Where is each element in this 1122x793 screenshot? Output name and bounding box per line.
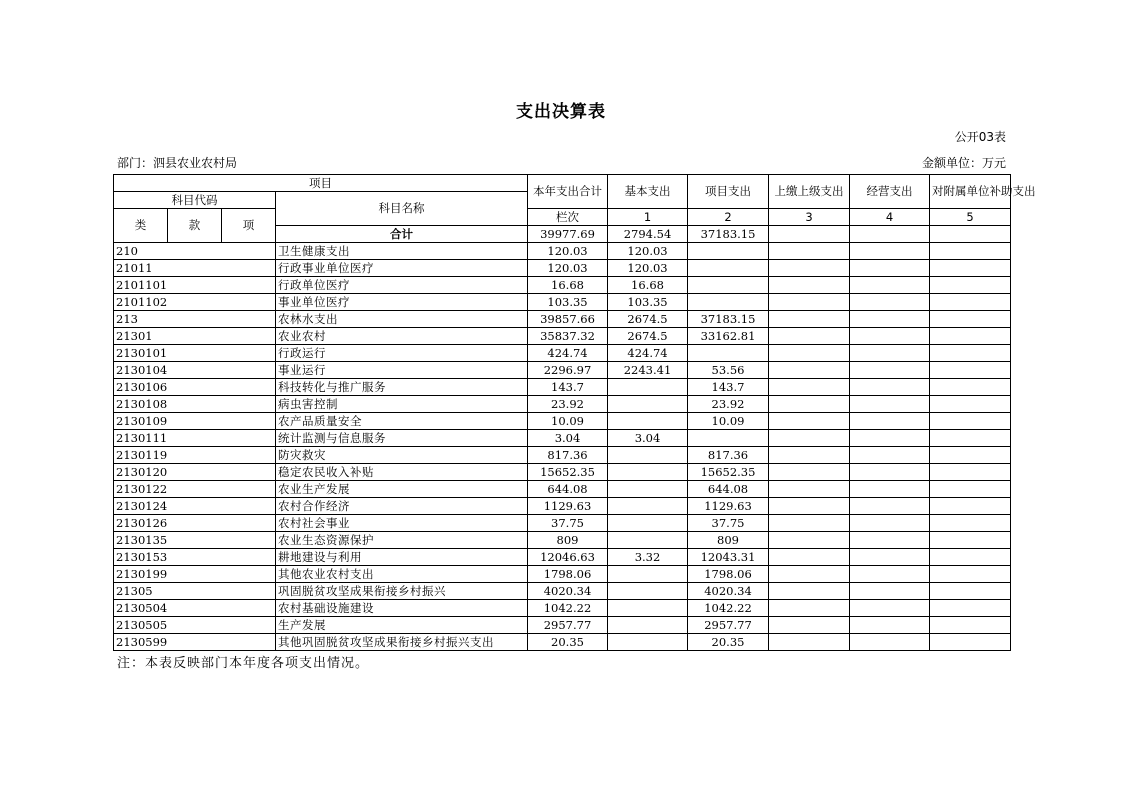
value-cell-col-6 [930, 311, 1011, 328]
table-row [114, 243, 1011, 260]
value-cell-col-4 [769, 634, 850, 651]
value-cell-col-4 [769, 311, 850, 328]
table-row [114, 617, 1011, 634]
value-cell-col-4 [769, 583, 850, 600]
table-row [114, 345, 1011, 362]
value-cell-col-1: 2957.77 [528, 617, 608, 634]
table-note: 注：本表反映部门本年度各项支出情况。 [117, 656, 370, 671]
table-row [114, 532, 1011, 549]
header-col-4: 上缴上级支出 [769, 175, 850, 209]
subject-name-cell: 农产品质量安全 [276, 413, 528, 430]
value-cell-col-4 [769, 566, 850, 583]
subject-name-cell: 行政事业单位医疗 [276, 260, 528, 277]
value-cell-col-4 [769, 617, 850, 634]
value-cell-col-5 [850, 600, 930, 617]
header-xiang: 项 [222, 209, 276, 243]
value-cell-col-5 [850, 311, 930, 328]
value-cell-col-6 [930, 498, 1011, 515]
value-cell-col-3: 1129.63 [688, 498, 769, 515]
value-cell-col-2 [608, 634, 688, 651]
col-num-5: 5 [930, 209, 1011, 226]
value-cell-col-2: 120.03 [608, 260, 688, 277]
table-row [114, 498, 1011, 515]
value-cell-col-2 [608, 464, 688, 481]
value-cell-col-5 [850, 345, 930, 362]
page-title: 支出决算表 [516, 102, 606, 122]
value-cell-col-1: 20.35 [528, 634, 608, 651]
total-value-5 [850, 226, 930, 243]
value-cell-col-5 [850, 634, 930, 651]
subject-name-cell: 统计监测与信息服务 [276, 430, 528, 447]
table-row [114, 294, 1011, 311]
value-cell-col-6 [930, 583, 1011, 600]
total-value-4 [769, 226, 850, 243]
value-cell-col-1: 35837.32 [528, 328, 608, 345]
value-cell-col-6 [930, 634, 1011, 651]
value-cell-col-5 [850, 549, 930, 566]
subject-name-cell: 行政运行 [276, 345, 528, 362]
value-cell-col-5 [850, 328, 930, 345]
table-row [114, 464, 1011, 481]
subject-code-cell: 21305 [114, 583, 276, 600]
value-cell-col-5 [850, 464, 930, 481]
header-subject-code: 科目代码 [114, 192, 276, 209]
value-cell-col-3: 4020.34 [688, 583, 769, 600]
value-cell-col-4 [769, 396, 850, 413]
subject-name-cell: 事业运行 [276, 362, 528, 379]
table-row [114, 583, 1011, 600]
table-row [114, 634, 1011, 651]
value-cell-col-2: 3.32 [608, 549, 688, 566]
value-cell-col-3: 37183.15 [688, 311, 769, 328]
subject-code-cell: 2130108 [114, 396, 276, 413]
value-cell-col-3: 23.92 [688, 396, 769, 413]
table-row [114, 566, 1011, 583]
value-cell-col-6 [930, 379, 1011, 396]
value-cell-col-1: 2296.97 [528, 362, 608, 379]
subject-code-cell: 2130119 [114, 447, 276, 464]
value-cell-col-5 [850, 260, 930, 277]
value-cell-col-3: 53.56 [688, 362, 769, 379]
table-row [114, 413, 1011, 430]
value-cell-col-5 [850, 481, 930, 498]
value-cell-col-4 [769, 464, 850, 481]
value-cell-col-3: 37.75 [688, 515, 769, 532]
value-cell-col-2 [608, 481, 688, 498]
subject-name-cell: 行政单位医疗 [276, 277, 528, 294]
value-cell-col-5 [850, 277, 930, 294]
total-value-2: 2794.54 [608, 226, 688, 243]
value-cell-col-1: 3.04 [528, 430, 608, 447]
table-row [114, 396, 1011, 413]
value-cell-col-1: 644.08 [528, 481, 608, 498]
value-cell-col-6 [930, 549, 1011, 566]
value-cell-col-1: 809 [528, 532, 608, 549]
table-body [114, 243, 1011, 651]
table-row [114, 260, 1011, 277]
subject-code-cell: 210 [114, 243, 276, 260]
value-cell-col-6 [930, 277, 1011, 294]
subject-code-cell: 2130104 [114, 362, 276, 379]
table-row [114, 277, 1011, 294]
amount-unit-label: 金额单位：万元 [921, 156, 1006, 170]
total-value-6 [930, 226, 1011, 243]
value-cell-col-2: 424.74 [608, 345, 688, 362]
value-cell-col-4 [769, 481, 850, 498]
table-row [114, 362, 1011, 379]
value-cell-col-1: 37.75 [528, 515, 608, 532]
header-col-2: 基本支出 [608, 175, 688, 209]
value-cell-col-6 [930, 345, 1011, 362]
value-cell-col-3 [688, 277, 769, 294]
col-num-2: 2 [688, 209, 769, 226]
value-cell-col-2 [608, 515, 688, 532]
value-cell-col-2: 2243.41 [608, 362, 688, 379]
value-cell-col-1: 424.74 [528, 345, 608, 362]
total-value-3: 37183.15 [688, 226, 769, 243]
header-subject-name: 科目名称 [276, 192, 528, 226]
subject-name-cell: 其他农业农村支出 [276, 566, 528, 583]
value-cell-col-4 [769, 600, 850, 617]
value-cell-col-5 [850, 532, 930, 549]
value-cell-col-3: 2957.77 [688, 617, 769, 634]
total-value-1: 39977.69 [528, 226, 608, 243]
value-cell-col-1: 15652.35 [528, 464, 608, 481]
value-cell-col-1: 1798.06 [528, 566, 608, 583]
header-lanci: 栏次 [528, 209, 608, 226]
subject-code-cell: 2130122 [114, 481, 276, 498]
header-col-6: 对附属单位补助支出 [930, 175, 1011, 209]
value-cell-col-6 [930, 617, 1011, 634]
table-row [114, 515, 1011, 532]
col-num-1: 1 [608, 209, 688, 226]
value-cell-col-2: 120.03 [608, 243, 688, 260]
value-cell-col-3: 1798.06 [688, 566, 769, 583]
table-header [114, 175, 1036, 243]
table-row [114, 447, 1011, 464]
subject-code-cell: 21301 [114, 328, 276, 345]
value-cell-col-4 [769, 294, 850, 311]
header-col-5: 经营支出 [850, 175, 930, 209]
subject-code-cell: 213 [114, 311, 276, 328]
subject-code-cell: 2130101 [114, 345, 276, 362]
value-cell-col-1: 1129.63 [528, 498, 608, 515]
subject-name-cell: 科技转化与推广服务 [276, 379, 528, 396]
value-cell-col-3: 143.7 [688, 379, 769, 396]
value-cell-col-5 [850, 243, 930, 260]
value-cell-col-6 [930, 566, 1011, 583]
value-cell-col-6 [930, 430, 1011, 447]
subject-name-cell: 农村合作经济 [276, 498, 528, 515]
value-cell-col-5 [850, 379, 930, 396]
value-cell-col-4 [769, 447, 850, 464]
value-cell-col-4 [769, 532, 850, 549]
value-cell-col-6 [930, 260, 1011, 277]
subject-code-cell: 2130199 [114, 566, 276, 583]
value-cell-col-2: 16.68 [608, 277, 688, 294]
subject-name-cell: 卫生健康支出 [276, 243, 528, 260]
value-cell-col-3: 15652.35 [688, 464, 769, 481]
value-cell-col-2: 103.35 [608, 294, 688, 311]
subject-code-cell: 2130106 [114, 379, 276, 396]
value-cell-col-6 [930, 413, 1011, 430]
subject-code-cell: 2130153 [114, 549, 276, 566]
subject-code-cell: 2130504 [114, 600, 276, 617]
value-cell-col-5 [850, 362, 930, 379]
value-cell-col-4 [769, 260, 850, 277]
value-cell-col-3 [688, 345, 769, 362]
value-cell-col-6 [930, 481, 1011, 498]
subject-name-cell: 农林水支出 [276, 311, 528, 328]
subject-name-cell: 农业农村 [276, 328, 528, 345]
value-cell-col-2 [608, 566, 688, 583]
value-cell-col-4 [769, 498, 850, 515]
value-cell-col-6 [930, 243, 1011, 260]
value-cell-col-1: 120.03 [528, 243, 608, 260]
subject-name-cell: 稳定农民收入补贴 [276, 464, 528, 481]
subject-code-cell: 2101102 [114, 294, 276, 311]
value-cell-col-1: 120.03 [528, 260, 608, 277]
value-cell-col-5 [850, 566, 930, 583]
value-cell-col-5 [850, 515, 930, 532]
value-cell-col-3 [688, 243, 769, 260]
table-row [114, 600, 1011, 617]
value-cell-col-6 [930, 600, 1011, 617]
value-cell-col-3: 644.08 [688, 481, 769, 498]
subject-code-cell: 2130109 [114, 413, 276, 430]
value-cell-col-6 [930, 532, 1011, 549]
subject-name-cell: 农村基础设施建设 [276, 600, 528, 617]
value-cell-col-4 [769, 549, 850, 566]
value-cell-col-5 [850, 498, 930, 515]
subject-name-cell: 农业生产发展 [276, 481, 528, 498]
value-cell-col-6 [930, 294, 1011, 311]
subject-name-cell: 事业单位医疗 [276, 294, 528, 311]
subject-name-cell: 防灾救灾 [276, 447, 528, 464]
table-row [114, 328, 1011, 345]
value-cell-col-1: 16.68 [528, 277, 608, 294]
subject-name-cell: 农业生态资源保护 [276, 532, 528, 549]
value-cell-col-5 [850, 294, 930, 311]
value-cell-col-3 [688, 294, 769, 311]
subject-code-cell: 2101101 [114, 277, 276, 294]
subject-name-cell: 其他巩固脱贫攻坚成果衔接乡村振兴支出 [276, 634, 528, 651]
value-cell-col-2 [608, 447, 688, 464]
table-row [114, 430, 1011, 447]
value-cell-col-6 [930, 396, 1011, 413]
value-cell-col-2: 2674.5 [608, 311, 688, 328]
value-cell-col-4 [769, 430, 850, 447]
value-cell-col-1: 10.09 [528, 413, 608, 430]
subject-code-cell: 2130124 [114, 498, 276, 515]
value-cell-col-6 [930, 362, 1011, 379]
value-cell-col-6 [930, 515, 1011, 532]
value-cell-col-4 [769, 345, 850, 362]
subject-name-cell: 农村社会事业 [276, 515, 528, 532]
value-cell-col-2: 3.04 [608, 430, 688, 447]
value-cell-col-3: 809 [688, 532, 769, 549]
subject-code-cell: 2130135 [114, 532, 276, 549]
header-kuan: 款 [168, 209, 222, 243]
subject-name-cell: 病虫害控制 [276, 396, 528, 413]
value-cell-col-3: 1042.22 [688, 600, 769, 617]
value-cell-col-5 [850, 396, 930, 413]
value-cell-col-1: 103.35 [528, 294, 608, 311]
col-num-4: 4 [850, 209, 930, 226]
value-cell-col-1: 39857.66 [528, 311, 608, 328]
value-cell-col-2 [608, 583, 688, 600]
value-cell-col-2: 2674.5 [608, 328, 688, 345]
value-cell-col-5 [850, 617, 930, 634]
value-cell-col-1: 4020.34 [528, 583, 608, 600]
value-cell-col-2 [608, 396, 688, 413]
total-label: 合计 [276, 226, 528, 243]
header-project: 项目 [114, 175, 528, 192]
value-cell-col-5 [850, 430, 930, 447]
value-cell-col-4 [769, 243, 850, 260]
value-cell-col-4 [769, 362, 850, 379]
header-lei: 类 [114, 209, 168, 243]
value-cell-col-2 [608, 532, 688, 549]
value-cell-col-3: 33162.81 [688, 328, 769, 345]
value-cell-col-2 [608, 413, 688, 430]
value-cell-col-4 [769, 413, 850, 430]
value-cell-col-1: 12046.63 [528, 549, 608, 566]
value-cell-col-2 [608, 617, 688, 634]
subject-code-cell: 2130505 [114, 617, 276, 634]
subject-code-cell: 2130111 [114, 430, 276, 447]
table-row [114, 379, 1011, 396]
value-cell-col-3: 20.35 [688, 634, 769, 651]
value-cell-col-3: 817.36 [688, 447, 769, 464]
value-cell-col-5 [850, 583, 930, 600]
header-col-3: 项目支出 [688, 175, 769, 209]
value-cell-col-4 [769, 515, 850, 532]
subject-code-cell: 21011 [114, 260, 276, 277]
value-cell-col-3 [688, 430, 769, 447]
subject-name-cell: 生产发展 [276, 617, 528, 634]
value-cell-col-4 [769, 379, 850, 396]
value-cell-col-3 [688, 260, 769, 277]
expenditure-table [113, 174, 1036, 651]
header-col-1: 本年支出合计 [528, 175, 608, 209]
value-cell-col-6 [930, 328, 1011, 345]
subject-name-cell: 耕地建设与利用 [276, 549, 528, 566]
value-cell-col-2 [608, 600, 688, 617]
value-cell-col-2 [608, 498, 688, 515]
value-cell-col-1: 23.92 [528, 396, 608, 413]
value-cell-col-1: 143.7 [528, 379, 608, 396]
subject-code-cell: 2130599 [114, 634, 276, 651]
department-label: 部门：泗县农业农村局 [117, 156, 238, 170]
subject-name-cell: 巩固脱贫攻坚成果衔接乡村振兴 [276, 583, 528, 600]
col-num-3: 3 [769, 209, 850, 226]
form-code: 公开03表 [954, 130, 1006, 144]
table-row [114, 481, 1011, 498]
value-cell-col-4 [769, 277, 850, 294]
value-cell-col-6 [930, 464, 1011, 481]
value-cell-col-5 [850, 447, 930, 464]
value-cell-col-5 [850, 413, 930, 430]
value-cell-col-3: 12043.31 [688, 549, 769, 566]
value-cell-col-3: 10.09 [688, 413, 769, 430]
value-cell-col-6 [930, 447, 1011, 464]
value-cell-col-1: 817.36 [528, 447, 608, 464]
table-row [114, 311, 1011, 328]
subject-code-cell: 2130120 [114, 464, 276, 481]
value-cell-col-4 [769, 328, 850, 345]
value-cell-col-1: 1042.22 [528, 600, 608, 617]
value-cell-col-2 [608, 379, 688, 396]
subject-code-cell: 2130126 [114, 515, 276, 532]
table-row [114, 549, 1011, 566]
